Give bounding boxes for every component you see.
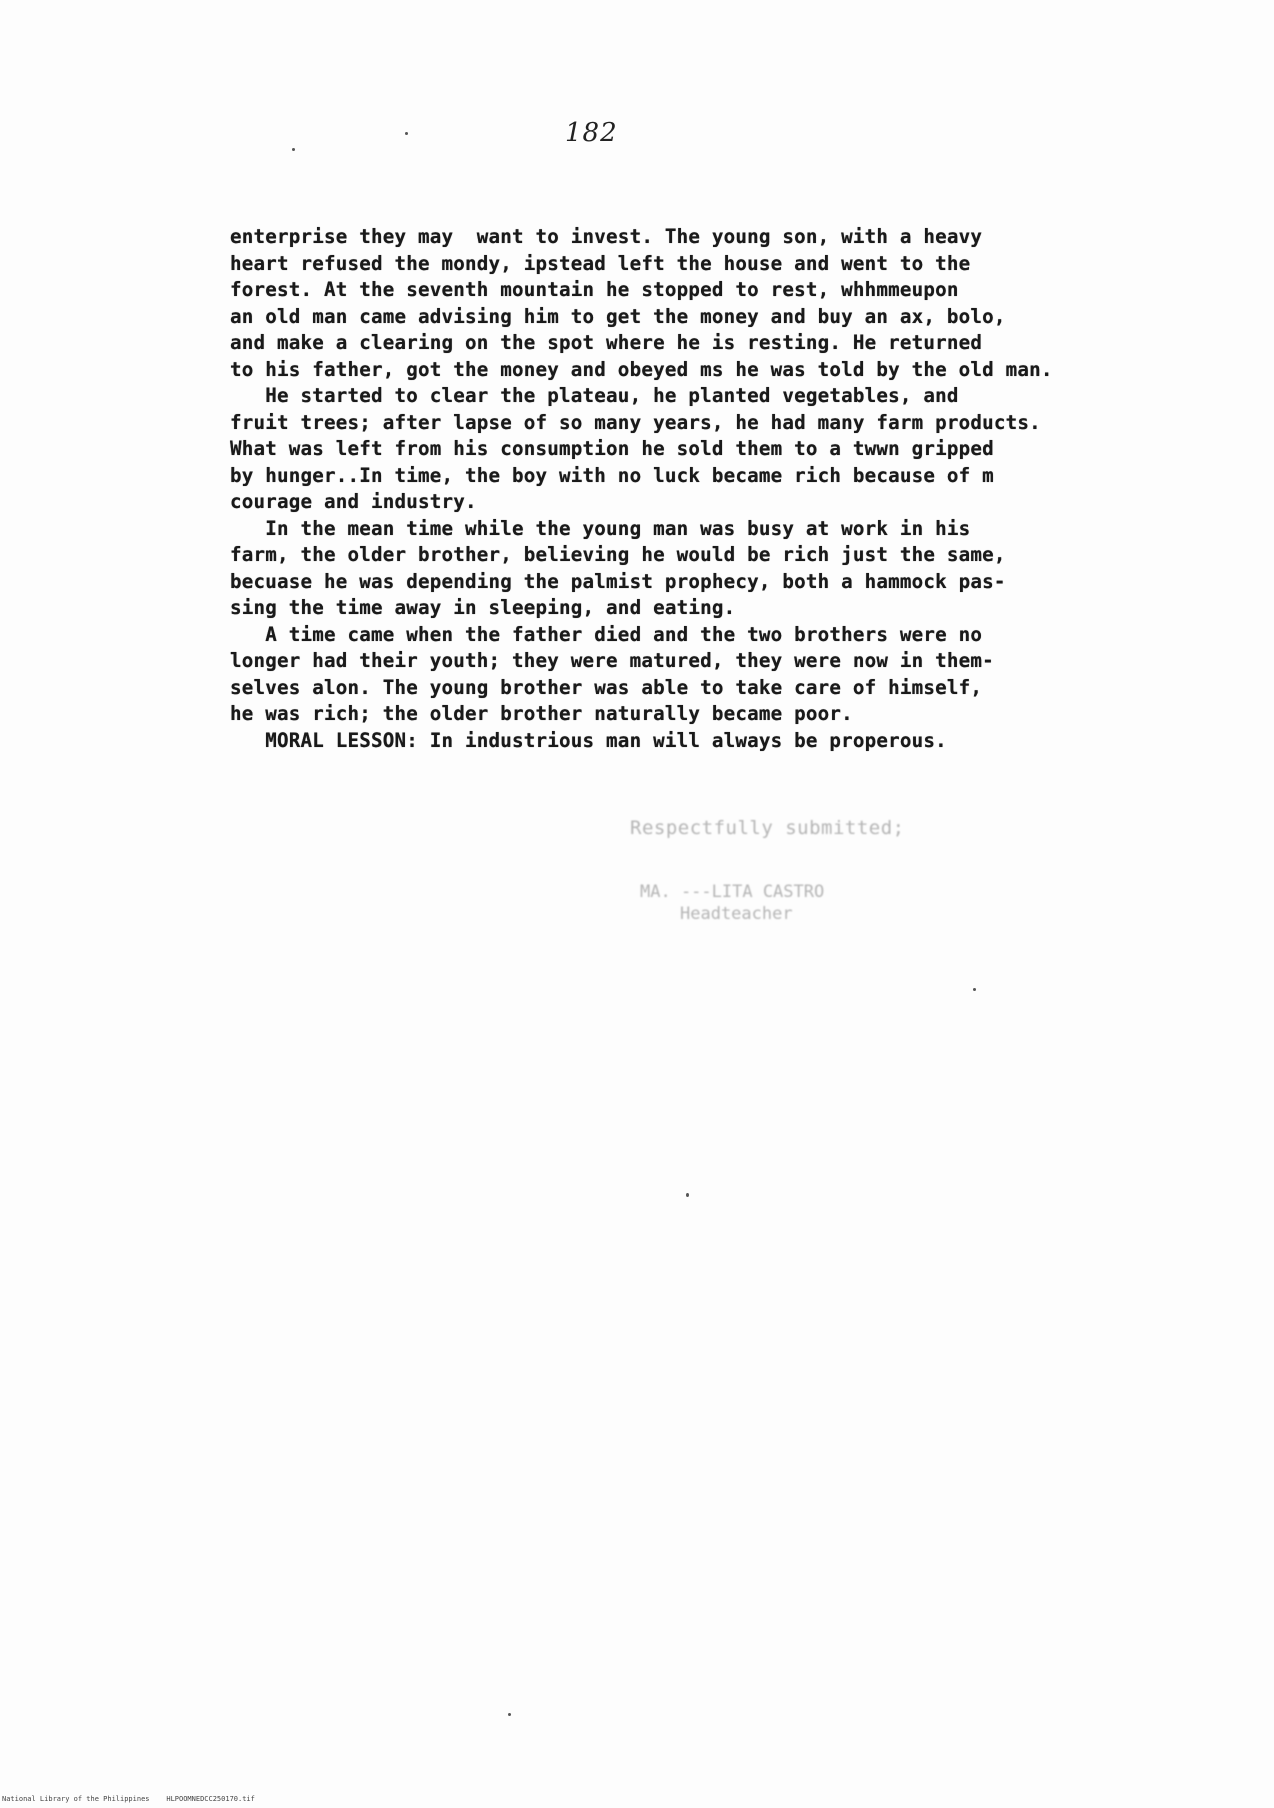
signature-closing: Respectfully submitted; — [630, 817, 905, 839]
text-line: longer had their youth; they were matured, they were now in them- — [230, 649, 994, 672]
text-line: he was rich; the older brother naturally became poor. — [230, 702, 853, 725]
text-line: A time came when the father died and the two brothers were no — [230, 622, 983, 646]
scan-speck — [973, 988, 976, 991]
text-line: to his father, got the money and obeyed ms he was told by the old man. — [230, 357, 1053, 381]
text-line: by hunger..In time, the boy with no luck became rich because of m — [230, 463, 994, 487]
signature-title: Headteacher — [680, 904, 793, 924]
text-line: enterprise they may want to invest. The young son, with a heavy — [230, 225, 983, 248]
scan-speck — [686, 1193, 689, 1197]
signature-name: MA. ---LITA CASTRO — [640, 882, 825, 902]
text-line: courage and industry. — [230, 490, 477, 513]
scan-footer: National Library of the Philippines HLPOOMNEDCC250170.tif — [2, 1795, 255, 1803]
text-line: sing the time away in sleeping, and eating. — [230, 596, 736, 619]
text-line: selves alon. The young brother was able to take care of himself, — [230, 675, 983, 699]
text-line: He started to clear the plateau, he planted vegetables, and — [230, 384, 959, 407]
scan-speck — [405, 132, 408, 135]
text-line: In the mean time while the young man was busy at work in his — [230, 516, 971, 540]
signature-block — [630, 815, 990, 925]
text-line: an old man came advising him to get the money and buy an ax, bolo, — [230, 304, 1006, 328]
text-line: What was left from his consumption he sold them to a twwn gripped — [230, 437, 994, 460]
body-text — [230, 224, 1110, 754]
text-line: farm, the older brother, believing he would be rich just the same, — [230, 543, 1006, 566]
scan-speck — [508, 1713, 511, 1716]
text-line: forest. At the seventh mountain he stopped to rest, whhmmeupon — [230, 278, 959, 301]
text-line: becuase he was depending the palmist prophecy, both a hammock pas- — [230, 569, 1006, 593]
page-number: 182 — [565, 118, 618, 148]
text-line moral-lesson: MORAL LESSON: In industrious man will always be properous. — [230, 728, 947, 752]
text-line: and make a clearing on the spot where he is resting. He returned — [230, 331, 983, 354]
scan-speck — [292, 148, 295, 151]
text-line: heart refused the mondy, ipstead left the house and went to the — [230, 251, 971, 275]
text-line: fruit trees; after lapse of so many years, he had many farm products. — [230, 410, 1041, 434]
